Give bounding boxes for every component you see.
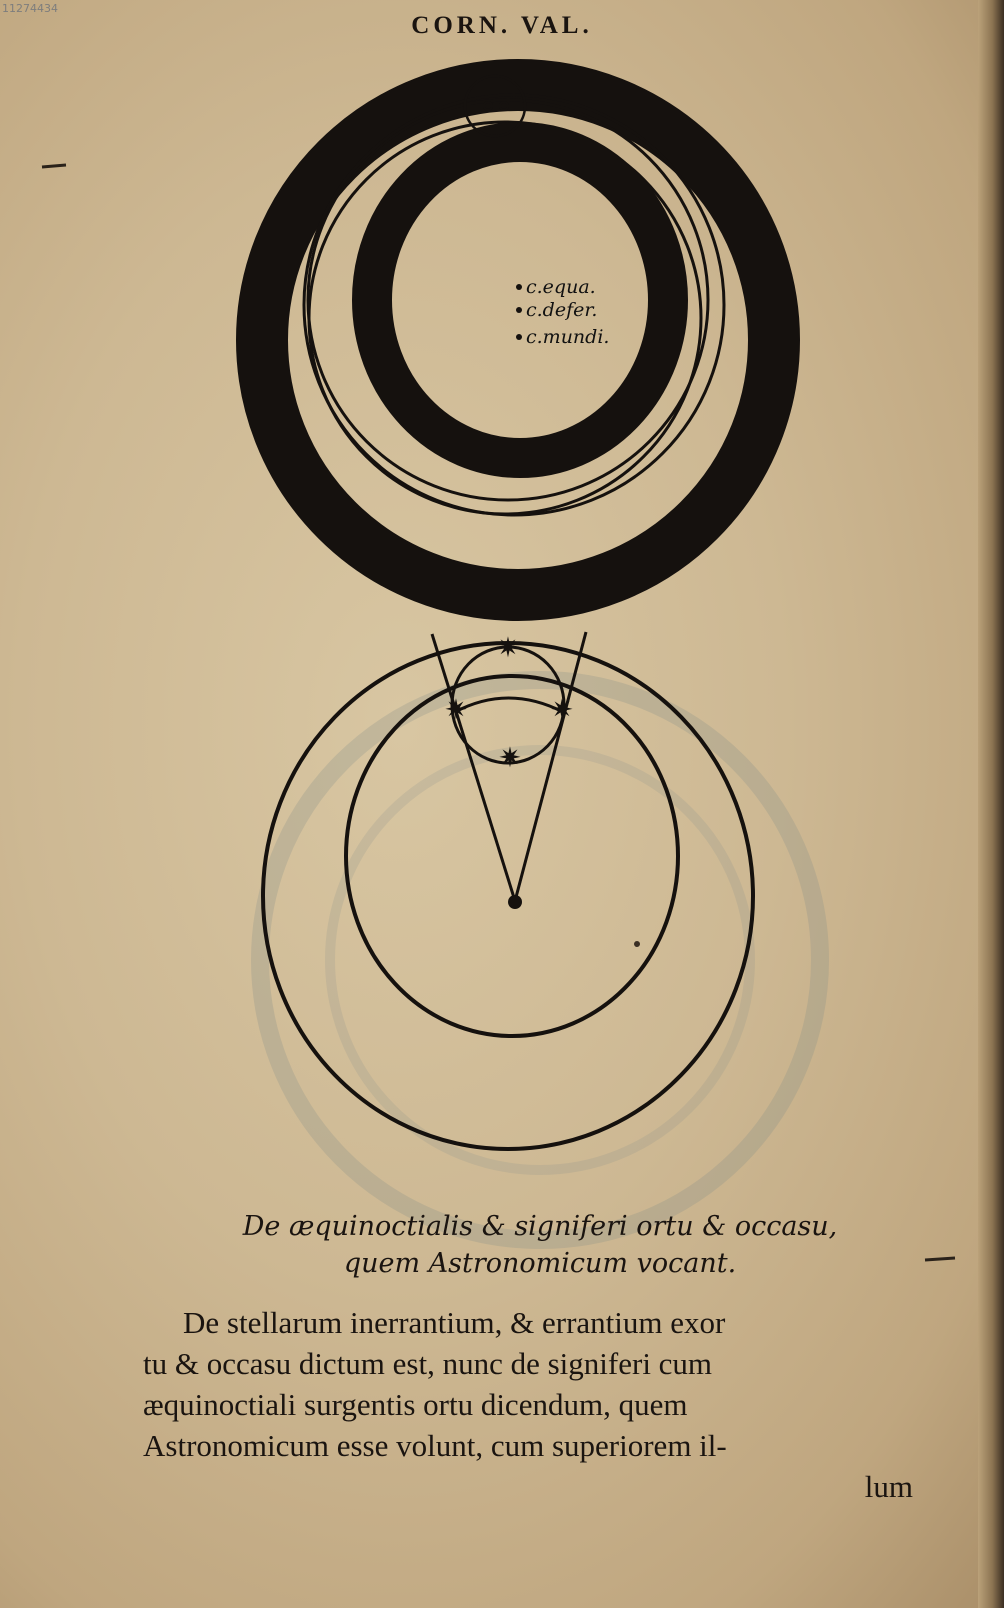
- running-head: CORN. VAL.: [411, 12, 593, 39]
- body-line-2: tu & occasu dictum est, nunc de signiferi cum: [143, 1346, 713, 1381]
- catalog-id: 11274434: [2, 2, 58, 15]
- figure-caption: [150, 1208, 930, 1282]
- body-line-1: De stellarum inerrantium, & errantium exor: [183, 1305, 726, 1340]
- show-through-circle-inner: [330, 750, 750, 1170]
- label-equant: c.equa.: [526, 276, 596, 298]
- body-line-4: Astronomicum esse volunt, cum superiorem il-: [143, 1428, 727, 1463]
- star-left-icon: ✷: [444, 695, 468, 726]
- figure-eccentric-orbits: [262, 76, 774, 595]
- center-dot-deferent: [516, 307, 522, 313]
- label-deferent: c.defer.: [526, 299, 598, 321]
- body-text: [143, 1302, 913, 1507]
- inner-thick-ring: [372, 142, 668, 458]
- caption-line-1: De æquinoctialis & signiferi ortu & occasu,: [242, 1211, 838, 1242]
- margin-mark-left: [42, 165, 66, 167]
- stray-dot: [634, 941, 640, 947]
- caption-line-2: quem Astronomicum vocant.: [343, 1248, 737, 1279]
- inner-circle: [346, 676, 678, 1036]
- label-world: c.mundi.: [526, 326, 610, 348]
- star-top-icon: ✷: [496, 633, 520, 664]
- center-dot-world: [516, 334, 522, 340]
- body-line-3: æquinoctiali surgentis ortu dicendum, quem: [143, 1387, 688, 1422]
- show-through-circle: [260, 680, 820, 1240]
- arc-curve: [455, 698, 563, 712]
- star-bottom-icon: ✷: [498, 743, 522, 774]
- center-dot-equant: [516, 284, 522, 290]
- observer-point: [508, 895, 522, 909]
- star-right-icon: ✷: [550, 695, 574, 726]
- body-line-5: lum: [864, 1469, 913, 1504]
